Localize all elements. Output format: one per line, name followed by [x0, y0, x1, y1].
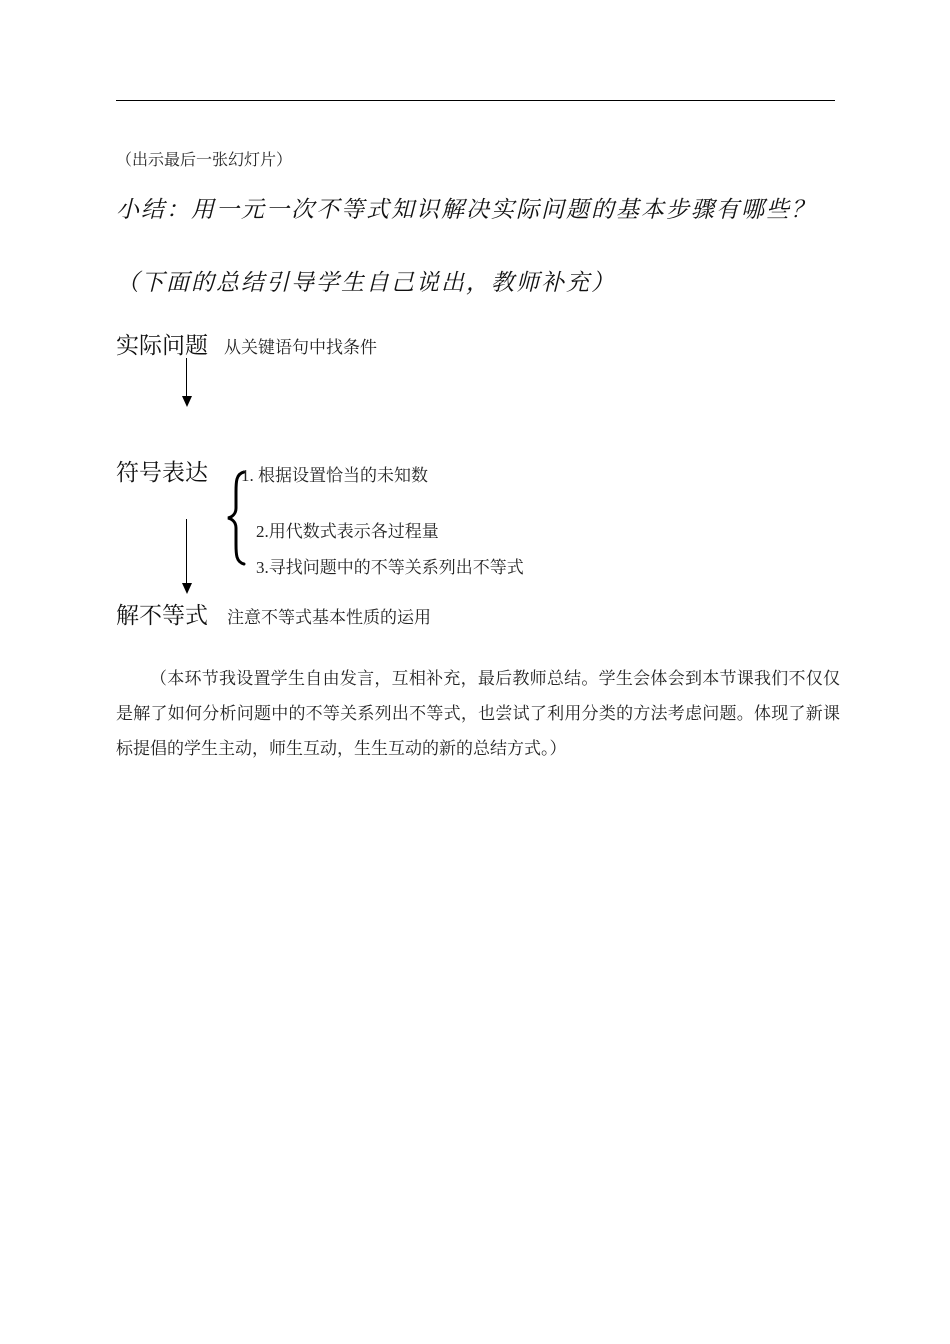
step3-desc: 注意不等式基本性质的运用: [227, 608, 431, 627]
header-rule: [116, 100, 835, 101]
step2-title: 符号表达: [116, 460, 208, 485]
step2-item-1: 1. 根据设置恰当的未知数: [241, 466, 428, 485]
summary-guide: （下面的总结引导学生自己说出，教师补充）: [116, 270, 616, 295]
step3-title: 解不等式: [116, 603, 208, 628]
step1-title: 实际问题: [116, 333, 208, 358]
summary-question: 小结：用一元一次不等式知识解决实际问题的基本步骤有哪些？: [116, 197, 816, 222]
flow-arrow-head-1: [182, 396, 192, 407]
step2-item-3: 3.寻找问题中的不等关系列出不等式: [256, 558, 524, 577]
reflection-paragraph: （本环节我设置学生自由发言，互相补充，最后教师总结。学生会体会到本节课我们不仅仅是解了如何分析问题中的不等关系列出不等式，也尝试了利用分类的方法考虑问题。体现了新课标提倡的学生主动，师生互动，生生互动的新的总结方式。）: [116, 669, 840, 758]
flow-arrow-head-2: [182, 583, 192, 594]
slide-note: （出示最后一张幻灯片）: [116, 152, 293, 169]
step2-item-2: 2.用代数式表示各过程量: [256, 522, 439, 541]
flow-arrow-line-2: [186, 519, 187, 583]
flow-arrow-line-1: [186, 358, 187, 396]
step1-desc: 从关键语句中找条件: [224, 338, 377, 357]
